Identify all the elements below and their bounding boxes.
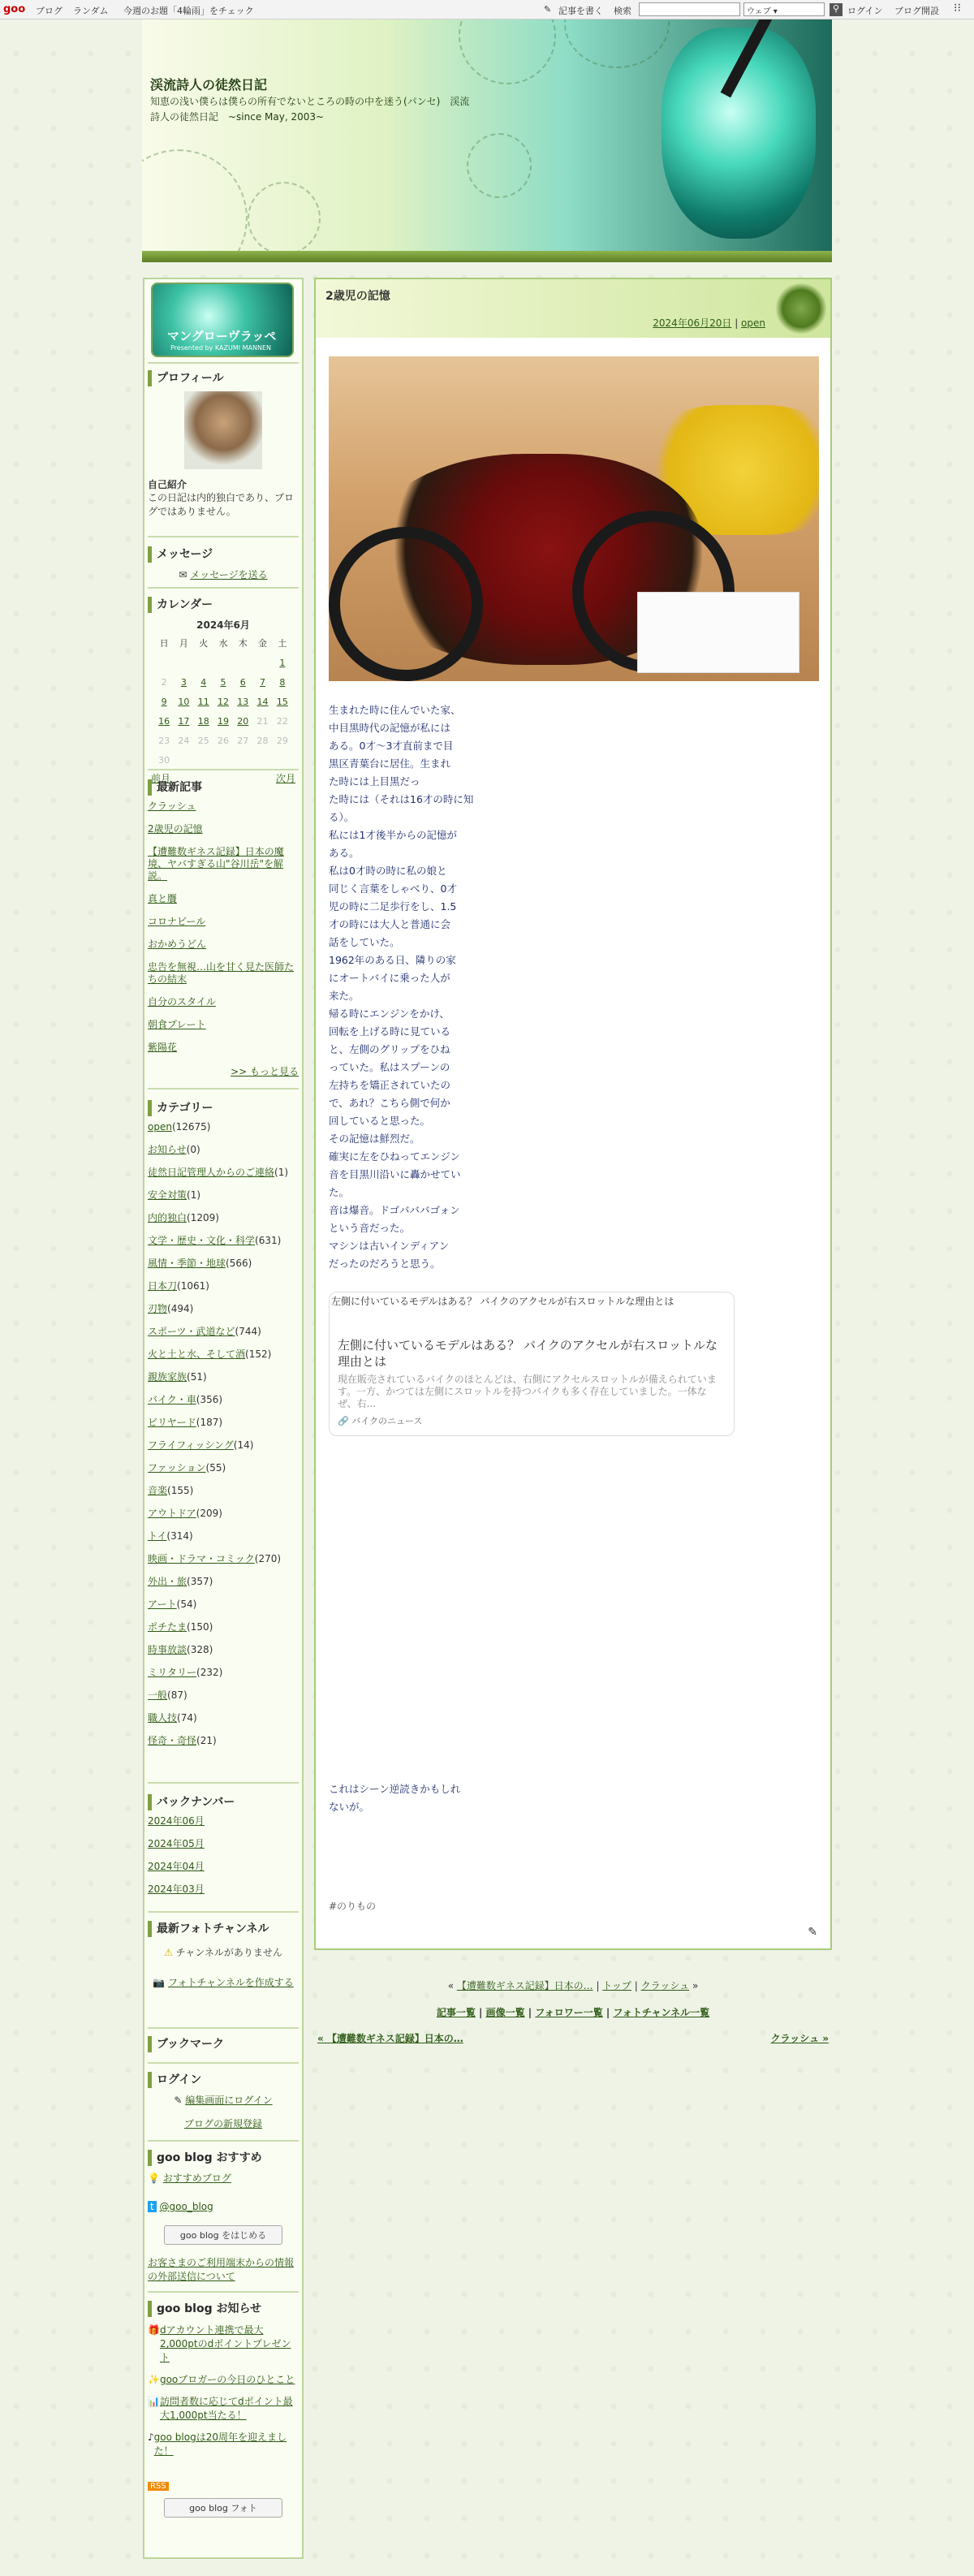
follower-list-link[interactable]: フォロワー一覧 bbox=[535, 2007, 603, 2018]
calendar-heading: カレンダー bbox=[148, 597, 299, 613]
edit-pen-icon[interactable]: ✎ bbox=[808, 1926, 817, 1939]
category-count: (187) bbox=[196, 1417, 223, 1428]
category-link[interactable]: 怪奇・奇怪 bbox=[148, 1735, 197, 1746]
sidebar bbox=[143, 278, 304, 2559]
calendar-month: 2024年6月 bbox=[196, 619, 250, 631]
bookmark-section bbox=[148, 2033, 299, 2064]
sidebar-banner[interactable] bbox=[148, 283, 299, 364]
backnumber-link[interactable]: 2024年04月 bbox=[148, 1861, 205, 1872]
recommend-heading: goo blog おすすめ bbox=[148, 2150, 299, 2166]
goo-logo[interactable]: goo bbox=[3, 3, 26, 15]
main-entry bbox=[314, 278, 832, 1950]
category-item[interactable] bbox=[148, 1417, 299, 1429]
category-count: (55) bbox=[205, 1462, 226, 1474]
category-link[interactable]: 文学・歴史・文化・科学 bbox=[148, 1235, 256, 1246]
category-link[interactable]: 時事放談 bbox=[148, 1644, 187, 1655]
next-article-bottom-link[interactable]: クラッシュ » bbox=[770, 2033, 829, 2044]
login-heading: ログイン bbox=[148, 2072, 299, 2088]
leaf-ornament bbox=[775, 283, 827, 334]
top-bar bbox=[0, 0, 974, 19]
backnumber-link[interactable]: 2024年06月 bbox=[148, 1815, 205, 1827]
category-count: (155) bbox=[167, 1485, 194, 1496]
category-link[interactable]: ミリタリー bbox=[148, 1667, 197, 1678]
recent-articles-section bbox=[148, 776, 299, 1090]
category-link[interactable]: バイク・車 bbox=[148, 1394, 196, 1405]
category-item[interactable] bbox=[148, 1121, 299, 1133]
category-link[interactable]: ビリヤード bbox=[148, 1417, 196, 1428]
self-intro-heading: 自己紹介 bbox=[148, 479, 187, 490]
recommend-section bbox=[148, 2147, 299, 2293]
banner-title: マングローヴラッペ bbox=[167, 329, 277, 343]
grid-menu-icon[interactable]: ⁝⁝ bbox=[954, 2, 961, 15]
motorcycle-photo bbox=[329, 356, 819, 681]
category-item[interactable] bbox=[148, 1576, 299, 1588]
category-count: (494) bbox=[167, 1303, 194, 1314]
entry-category-link[interactable]: open bbox=[741, 317, 765, 329]
category-count: (270) bbox=[254, 1553, 282, 1564]
category-link[interactable]: お知らせ bbox=[148, 1144, 187, 1155]
sparkle-icon: ✨ bbox=[148, 2374, 160, 2385]
category-item[interactable] bbox=[148, 1235, 299, 1247]
category-link[interactable]: アート bbox=[148, 1599, 177, 1610]
front-wheel bbox=[329, 527, 483, 681]
backnumber-link[interactable]: 2024年05月 bbox=[148, 1838, 205, 1849]
category-item[interactable] bbox=[148, 1530, 299, 1543]
profile-heading: プロフィール bbox=[148, 370, 299, 386]
category-item[interactable] bbox=[148, 1462, 299, 1474]
start-blog-button[interactable]: goo blog をはじめる bbox=[164, 2225, 282, 2245]
login-link[interactable]: ログイン bbox=[847, 6, 883, 16]
category-count: (314) bbox=[166, 1530, 193, 1542]
category-link[interactable]: トイ bbox=[148, 1530, 167, 1542]
category-link[interactable]: 一般 bbox=[148, 1689, 168, 1701]
info-placard bbox=[637, 592, 799, 673]
send-message-link[interactable]: メッセージを送る bbox=[190, 569, 268, 580]
photo-channel-list-link[interactable]: フォトチャンネル一覧 bbox=[613, 2007, 710, 2018]
open-blog-link[interactable]: ブログ開設 bbox=[894, 6, 939, 16]
category-count: (150) bbox=[187, 1621, 213, 1633]
category-count: (1209) bbox=[187, 1212, 219, 1223]
entry-body: 生まれた時に住んでいた家、 中目黒時代の記憶が私には ある。0才〜3才直前まで目 黒区青葉台に居住。生まれ た時には上目黒だっ た時には（それは16才の時に知る）。 私には1才後半からの記憶が ある。 私は0才時の時に私の娘と 同じく言葉をしゃべり、0才 児の時に二足歩行をし、1.5 才の時には大人と普通に会 話をしていた。 1962年のある日、隣りの家 にオートバイに乗った人が 来た。 帰る時にエンジンをかけ、 回転を上げる時に見ている と、左側のグリップをひね っていた。私はスプーンの 左持ちを矯正されていたの で、あれ？こちら側で何か 回していると思った。 その記憶は鮮烈だ。 確実に左をひねってエンジン 音を目黒川沿いに轟かせてい た。 音は爆音。ドゴバババゴォン という音だった。 マシンは古いインディアン だったのだろうと思う。 bbox=[329, 704, 474, 1270]
blog-photo-button[interactable]: goo blog フォト bbox=[164, 2498, 282, 2518]
embedded-link-card[interactable] bbox=[329, 1292, 735, 1436]
entry-date-category: 2024年06月20日 | open bbox=[653, 317, 765, 329]
category-count: (631) bbox=[255, 1235, 282, 1246]
campaign-icon: 📊 bbox=[148, 2396, 160, 2407]
category-item[interactable] bbox=[148, 1167, 299, 1179]
category-count: (54) bbox=[176, 1599, 197, 1610]
category-count: (51) bbox=[187, 1371, 207, 1383]
lace-pattern bbox=[459, 19, 556, 84]
external-info-link[interactable]: お客さまのご利用端末からの情報の外部送信について bbox=[148, 2257, 295, 2282]
news-heading: goo blog お知らせ bbox=[148, 2301, 299, 2317]
category-count: (328) bbox=[187, 1644, 213, 1655]
more-articles-link[interactable]: >> もっと見る bbox=[231, 1066, 299, 1077]
warning-icon: ⚠ bbox=[164, 1947, 173, 1958]
category-item[interactable] bbox=[148, 1735, 299, 1747]
category-count: (1) bbox=[274, 1167, 289, 1178]
category-item[interactable] bbox=[148, 1189, 299, 1202]
category-link[interactable]: 外出・旅 bbox=[148, 1576, 187, 1587]
recent-heading: 最新記事 bbox=[148, 779, 299, 796]
recent-article-link[interactable]: 紫陽花 bbox=[148, 1042, 178, 1053]
embed-snippet: 現在販売されているバイクのほとんどは、右側にアクセルスロットルが備えられています。一方、かつては左側にスロットルを持つバイクも多く存在していました。一体なぜ、右... bbox=[338, 1374, 717, 1409]
category-link[interactable]: 音楽 bbox=[148, 1485, 168, 1496]
profile-section bbox=[148, 367, 299, 537]
category-item[interactable] bbox=[148, 1599, 299, 1611]
category-count: (209) bbox=[196, 1508, 222, 1519]
search-label: 検索 bbox=[614, 6, 631, 16]
category-link[interactable]: 親族家族 bbox=[148, 1371, 187, 1383]
recent-article-link[interactable]: コロナビール bbox=[148, 916, 206, 927]
news-link[interactable]: 訪問者数に応じてdポイント最大1,000pt当たる！ bbox=[159, 2396, 293, 2421]
backnumber-heading: バックナンバー bbox=[148, 1794, 299, 1810]
category-count: (74) bbox=[177, 1712, 197, 1724]
photo-channel-section bbox=[148, 1918, 299, 2029]
category-item[interactable] bbox=[148, 1712, 299, 1724]
blog-title[interactable]: 渓流詩人の徒然日記 bbox=[150, 77, 268, 93]
gift-icon: 🎁 bbox=[148, 2324, 160, 2336]
category-link[interactable]: ポチたま bbox=[148, 1621, 187, 1633]
twitter-link[interactable]: @goo_blog bbox=[159, 2201, 213, 2212]
category-link[interactable]: スポーツ・武道など bbox=[148, 1326, 235, 1337]
category-item[interactable] bbox=[148, 1621, 299, 1633]
lace-pattern bbox=[248, 182, 321, 251]
category-link[interactable]: 風情・季節・地球 bbox=[148, 1258, 226, 1269]
category-count: (14) bbox=[233, 1439, 254, 1451]
top-link[interactable]: トップ bbox=[602, 1980, 631, 1991]
pen-icon: ✎ bbox=[174, 2095, 183, 2106]
categories-heading: カテゴリー bbox=[148, 1100, 299, 1116]
category-item[interactable] bbox=[148, 1212, 299, 1224]
next-article-link[interactable]: クラッシュ bbox=[640, 1980, 690, 1991]
blog-header bbox=[142, 19, 832, 251]
image-list-link[interactable]: 画像一覧 bbox=[485, 2007, 525, 2018]
recent-article-link[interactable]: 真と贋 bbox=[148, 893, 178, 904]
category-link[interactable]: フライフィッシング bbox=[148, 1439, 234, 1451]
category-item[interactable] bbox=[148, 1303, 299, 1315]
category-link[interactable]: 映画・ドラマ・コミック bbox=[148, 1553, 255, 1564]
bookmark-heading: ブックマーク bbox=[148, 2036, 299, 2052]
category-link[interactable]: 内的独白 bbox=[148, 1212, 187, 1223]
category-link[interactable]: 刃物 bbox=[148, 1303, 168, 1314]
news-link[interactable]: dアカウント連携で最大2,000ptのdポイントプレゼント bbox=[159, 2324, 291, 2363]
categories-section bbox=[148, 1097, 299, 1784]
lace-pattern bbox=[564, 19, 670, 68]
backnumber-link[interactable]: 2024年03月 bbox=[148, 1883, 205, 1895]
self-intro-text: この日記は内的独白であり、ブログではありません。 bbox=[148, 492, 295, 517]
lace-pattern bbox=[142, 149, 248, 251]
message-section bbox=[148, 543, 299, 589]
search-scope-select[interactable]: ウェブ ▾ bbox=[743, 2, 825, 16]
category-item[interactable] bbox=[148, 1326, 299, 1338]
category-link[interactable]: open bbox=[148, 1121, 172, 1133]
category-item[interactable] bbox=[148, 1644, 299, 1656]
calendar-section bbox=[148, 593, 299, 784]
recent-article-link[interactable]: 【遭難数ギネス記録】日本の魔境、ヤバすぎる山"谷川岳"を解説。 bbox=[148, 846, 284, 882]
login-section bbox=[148, 2069, 299, 2142]
rss-icon[interactable]: RSS bbox=[148, 2482, 169, 2491]
recent-article-link[interactable]: 朝食プレート bbox=[148, 1019, 206, 1030]
recommend-blog-link[interactable]: おすすめブログ bbox=[162, 2173, 231, 2184]
category-item[interactable] bbox=[148, 1667, 299, 1679]
topbar-link-blog[interactable]: ブログ bbox=[36, 6, 62, 16]
recent-article-link[interactable]: 自分のスタイル bbox=[148, 996, 216, 1008]
embed-title[interactable]: 左側に付いているモデルはある？ バイクのアクセルが右スロットルな理由とは bbox=[338, 1338, 718, 1369]
category-link[interactable]: 火と土と水、そして酒 bbox=[148, 1348, 246, 1360]
category-item[interactable] bbox=[148, 1508, 299, 1520]
entry-header bbox=[316, 279, 830, 338]
music-icon: ♪ bbox=[148, 2431, 154, 2443]
category-list bbox=[148, 1121, 299, 1747]
category-item[interactable] bbox=[148, 1689, 299, 1702]
create-photo-channel-link[interactable]: フォトチャンネルを作成する bbox=[168, 1977, 294, 1988]
embed-image-alt: 左側に付いているモデルはある？ バイクのアクセルが右スロットルな理由とは bbox=[331, 1296, 674, 1307]
article-list-link[interactable]: 記事一覧 bbox=[436, 2007, 476, 2018]
pen-icon: ✎ bbox=[544, 4, 552, 15]
news-link[interactable]: goo blogは20周年を迎えました！ bbox=[153, 2431, 287, 2457]
category-item[interactable] bbox=[148, 1280, 299, 1292]
news-link[interactable]: gooブロガーの今日のひとこと bbox=[159, 2374, 295, 2385]
category-count: (357) bbox=[187, 1576, 213, 1587]
embed-source: バイクのニュース bbox=[351, 1416, 423, 1426]
new-blog-link[interactable]: ブログの新規登録 bbox=[183, 2118, 262, 2129]
category-item[interactable] bbox=[148, 1553, 299, 1565]
backnumber-section bbox=[148, 1791, 299, 1913]
calendar-next-link[interactable]: 次月 bbox=[275, 773, 295, 784]
category-link[interactable]: 徒然日記管理人からのご連絡 bbox=[148, 1167, 275, 1178]
category-item[interactable] bbox=[148, 1394, 299, 1406]
category-count: (87) bbox=[167, 1689, 187, 1701]
category-item[interactable] bbox=[148, 1439, 299, 1452]
topbar-link-theme[interactable]: 今週のお題「4輪雨」をチェック bbox=[123, 6, 254, 16]
category-count: (1) bbox=[187, 1189, 201, 1201]
mail-icon: ✉ bbox=[179, 569, 187, 580]
category-item[interactable] bbox=[148, 1485, 299, 1497]
entry-body-end: これはシーン逆読きかもしれ ないが。 bbox=[329, 1783, 461, 1813]
news-section bbox=[148, 2298, 299, 2556]
recent-article-link[interactable]: 2歳児の記憶 bbox=[148, 823, 203, 835]
link-icon: 🔗 bbox=[338, 1416, 349, 1426]
category-count: (0) bbox=[186, 1144, 200, 1155]
calendar-prev-link[interactable]: 前月 bbox=[151, 773, 171, 784]
category-item[interactable] bbox=[148, 1348, 299, 1361]
camera-icon: 📷 bbox=[153, 1977, 166, 1988]
category-count: (232) bbox=[196, 1667, 223, 1678]
category-count: (744) bbox=[235, 1326, 261, 1337]
entry-title[interactable]: 2歳児の記憶 bbox=[325, 290, 390, 303]
photo-channel-heading: 最新フォトチャンネル bbox=[148, 1921, 299, 1937]
category-item[interactable] bbox=[148, 1371, 299, 1383]
category-item[interactable] bbox=[148, 1144, 299, 1156]
category-link[interactable]: 安全対策 bbox=[148, 1189, 187, 1201]
edit-login-link[interactable]: 編集画面にログイン bbox=[185, 2095, 273, 2106]
prev-article-bottom-link[interactable]: « 【遭難数ギネス記録】日本の… bbox=[317, 2033, 463, 2044]
category-count: (566) bbox=[226, 1258, 252, 1269]
no-channel-text: チャンネルがありません bbox=[175, 1947, 282, 1958]
category-link[interactable]: アウトドア bbox=[148, 1508, 196, 1519]
lace-pattern bbox=[467, 133, 532, 198]
category-count: (12675) bbox=[171, 1121, 211, 1133]
category-count: (1061) bbox=[177, 1280, 209, 1292]
prev-article-link[interactable]: 【遭難数ギネス記録】日本の… bbox=[456, 1980, 593, 1991]
category-count: (21) bbox=[196, 1735, 217, 1746]
banner-subtitle: Presented by KAZUMI MANNEN bbox=[170, 344, 272, 352]
entry-date-link[interactable]: 2024年06月20日 bbox=[653, 317, 732, 329]
category-count: (356) bbox=[196, 1394, 223, 1405]
message-heading: メッセージ bbox=[148, 546, 299, 563]
search-input[interactable] bbox=[639, 2, 740, 16]
calendar-table: 日 月 火 水 木 金 土 1 2 3 4 5 6 7 8 9 10 11 12 13 14 15 16 17 18 19 20 21 22 23 24 25 26 27 28 29 30 bbox=[158, 638, 288, 766]
blog-description: 知恵の浅い僕らは僕らの所有でないところの時の中を迷う(パンセ) 渓流詩人の徒然日記 ~since May, 2003~ bbox=[150, 96, 470, 123]
topbar-link-random[interactable]: ランダム bbox=[73, 6, 109, 16]
twitter-icon: t bbox=[148, 2201, 157, 2212]
category-link[interactable]: ファッション bbox=[148, 1462, 206, 1474]
write-article-link[interactable]: 記事を書く bbox=[558, 6, 603, 16]
category-link[interactable]: 職人技 bbox=[148, 1712, 178, 1724]
category-item[interactable] bbox=[148, 1258, 299, 1270]
search-icon[interactable]: ⚲ bbox=[830, 3, 843, 16]
bulb-icon: 💡 bbox=[148, 2173, 160, 2184]
header-bar bbox=[142, 251, 832, 262]
recent-article-link[interactable]: 忠告を無視…山を甘く見た医師たちの結末 bbox=[148, 961, 295, 985]
recent-article-link[interactable]: クラッシュ bbox=[148, 800, 196, 812]
avatar bbox=[184, 391, 262, 469]
category-link[interactable]: 日本刀 bbox=[148, 1280, 178, 1292]
entry-tag[interactable]: #のりもの bbox=[329, 1901, 377, 1912]
category-count: (152) bbox=[245, 1348, 272, 1360]
recent-article-link[interactable]: おかめうどん bbox=[148, 938, 207, 950]
